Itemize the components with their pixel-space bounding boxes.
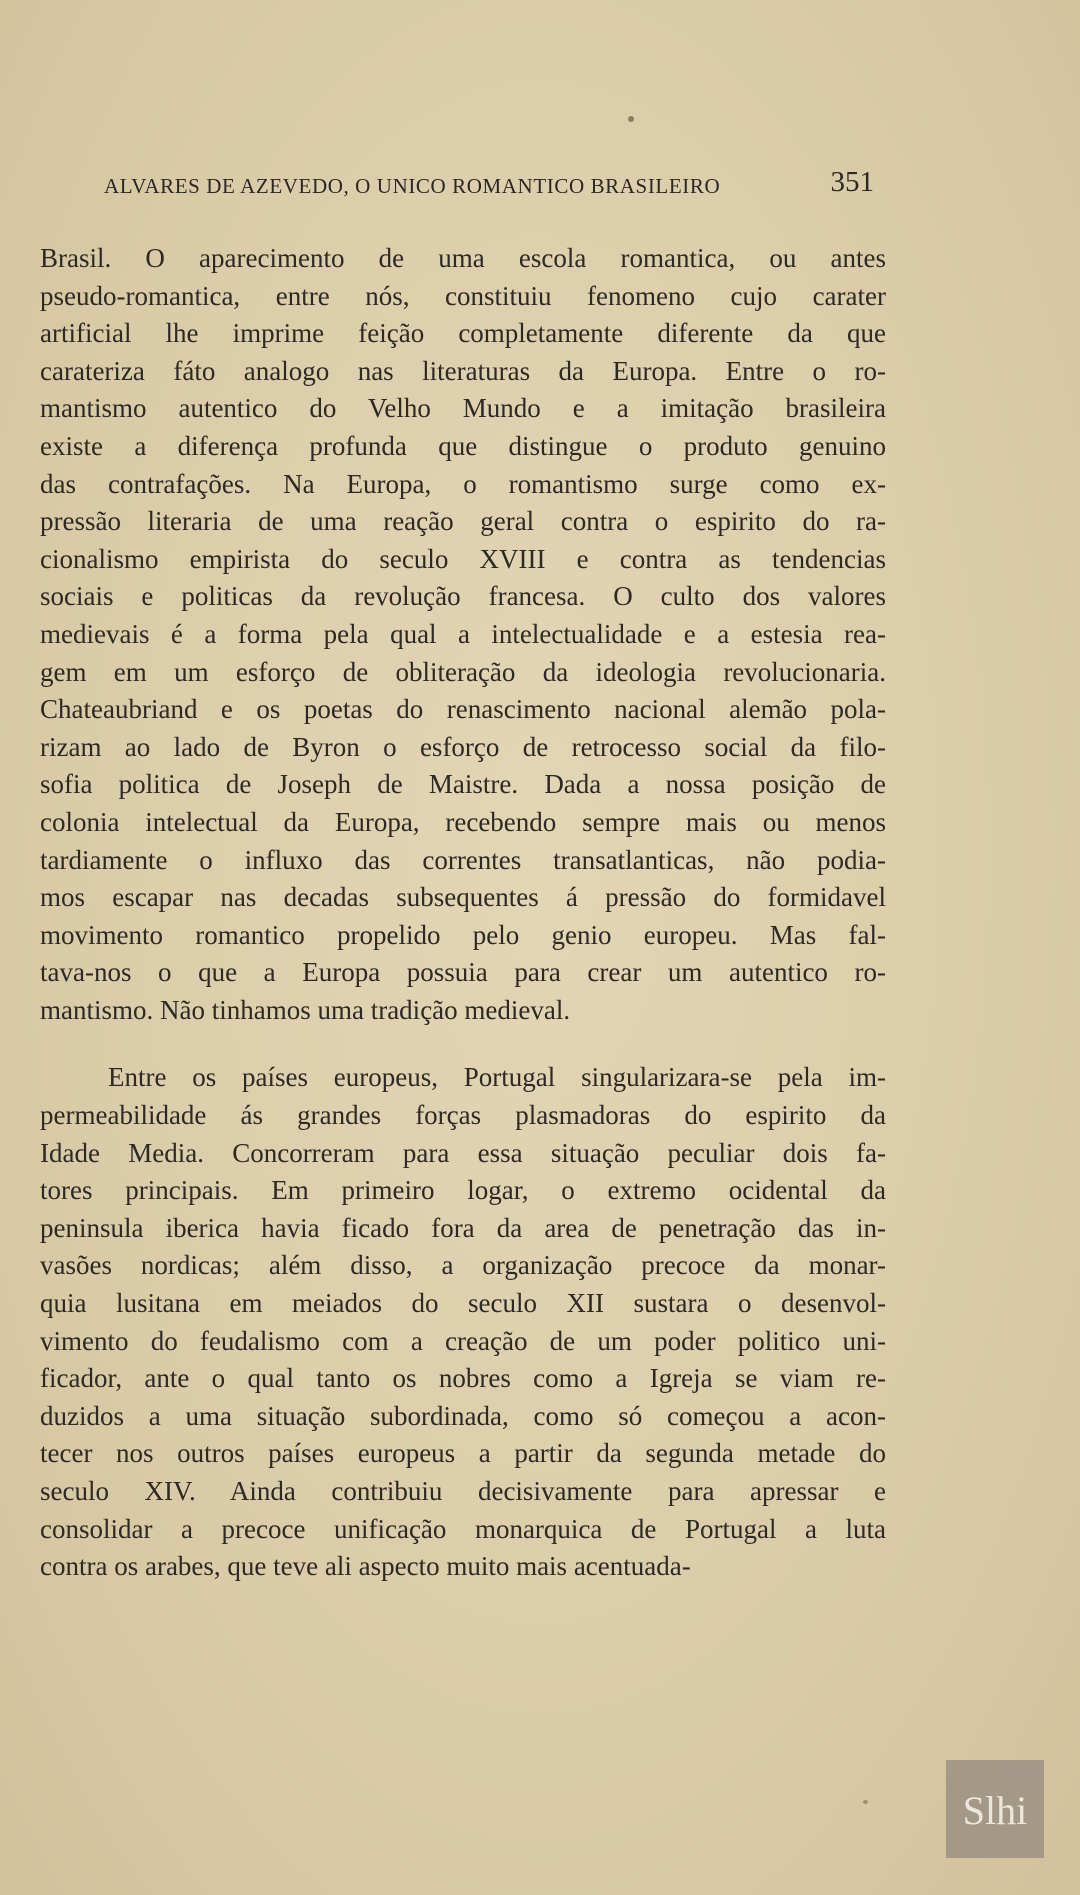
text-line: colonia intelectual da Europa, recebendo sempre mais ou menos: [40, 806, 886, 837]
text-line: medievais é a forma pela qual a intelectualidade e a estesia rea-: [40, 618, 886, 649]
page-number: 351: [830, 166, 874, 198]
text-line: sociais e politicas da revolução francesa. O culto dos valores: [40, 581, 886, 612]
text-line: tardiamente o influxo das correntes transatlanticas, não podia-: [40, 844, 886, 875]
watermark-logo: [946, 1760, 1044, 1858]
text-line: tores principais. Em primeiro logar, o extremo ocidental da: [40, 1175, 886, 1206]
text-line: seculo XIV. Ainda contribuiu decisivamente para apressar e: [40, 1476, 886, 1506]
text-line: tecer nos outros países europeus a partir da segunda metade do: [40, 1438, 886, 1469]
text-line: duzidos a uma situação subordinada, como só começou a acon-: [40, 1400, 886, 1431]
text-line: pseudo-romantica, entre nós, constituiu fenomeno cujo carater: [40, 280, 886, 311]
text-line: sofia politica de Joseph de Maistre. Dada a nossa posição de: [40, 769, 886, 800]
paragraph-1: [40, 240, 886, 1029]
text-line: mantismo. Não tinhamos uma tradição medieval.: [40, 994, 571, 1025]
text-line: mantismo autentico do Velho Mundo e a imitação brasileira: [40, 393, 886, 424]
text-line: existe a diferença profunda que distingue o produto genuino: [40, 430, 886, 461]
text-line: vasões nordicas; além disso, a organização precoce da monar-: [40, 1250, 886, 1281]
text-line: rizam ao lado de Byron o esforço de retrocesso social da filo-: [40, 731, 886, 762]
body-text: [40, 240, 886, 1586]
text-line: movimento romantico propelido pelo genio europeu. Mas fal-: [40, 919, 886, 950]
running-title: ALVARES DE AZEVEDO, O UNICO ROMANTICO BRASILEIRO: [104, 174, 721, 198]
watermark-icon: [946, 1760, 1044, 1858]
watermark-text: Slhi: [962, 1788, 1028, 1833]
text-line: mos escapar nas decadas subsequentes á pressão do formidavel: [40, 882, 886, 913]
ink-spot: [628, 116, 634, 122]
text-line: Idade Media. Concorreram para essa situação peculiar dois fa-: [40, 1137, 886, 1168]
paragraph-break: [40, 1029, 886, 1059]
running-header: [104, 166, 874, 206]
text-line: contra os arabes, que teve ali aspecto muito mais acentuada-: [40, 1551, 691, 1582]
text-line: quia lusitana em meiados do seculo XII sustara o desenvol-: [40, 1288, 886, 1319]
ink-spot: [863, 1800, 868, 1804]
text-line: gem em um esforço de obliteração da ideologia revolucionaria.: [40, 656, 886, 687]
text-line: ficador, ante o qual tanto os nobres como a Igreja se viam re-: [40, 1363, 886, 1394]
text-line: das contrafações. Na Europa, o romantismo surge como ex-: [40, 468, 886, 499]
text-line: Chateaubriand e os poetas do renascimento nacional alemão pola-: [40, 694, 886, 725]
text-line: pressão literaria de uma reação geral contra o espirito do ra-: [40, 506, 886, 537]
text-line: vimento do feudalismo com a creação de um poder politico uni-: [40, 1325, 886, 1356]
text-line: peninsula iberica havia ficado fora da area de penetração das in-: [40, 1212, 886, 1243]
paragraph-2: [40, 1059, 886, 1585]
text-line: carateriza fáto analogo nas literaturas da Europa. Entre o ro-: [40, 355, 886, 386]
text-line: artificial lhe imprime feição completamente diferente da que: [40, 318, 886, 349]
text-line: permeabilidade ás grandes forças plasmadoras do espirito da: [40, 1100, 886, 1131]
text-line: Entre os países europeus, Portugal singularizara-se pela im-: [108, 1062, 886, 1093]
text-line: tava-nos o que a Europa possuia para crear um autentico ro-: [40, 957, 886, 988]
text-line: consolidar a precoce unificação monarquica de Portugal a luta: [40, 1513, 886, 1544]
text-line: cionalismo empirista do seculo XVIII e contra as tendencias: [40, 543, 886, 574]
text-line: Brasil. O aparecimento de uma escola romantica, ou antes: [40, 243, 886, 273]
